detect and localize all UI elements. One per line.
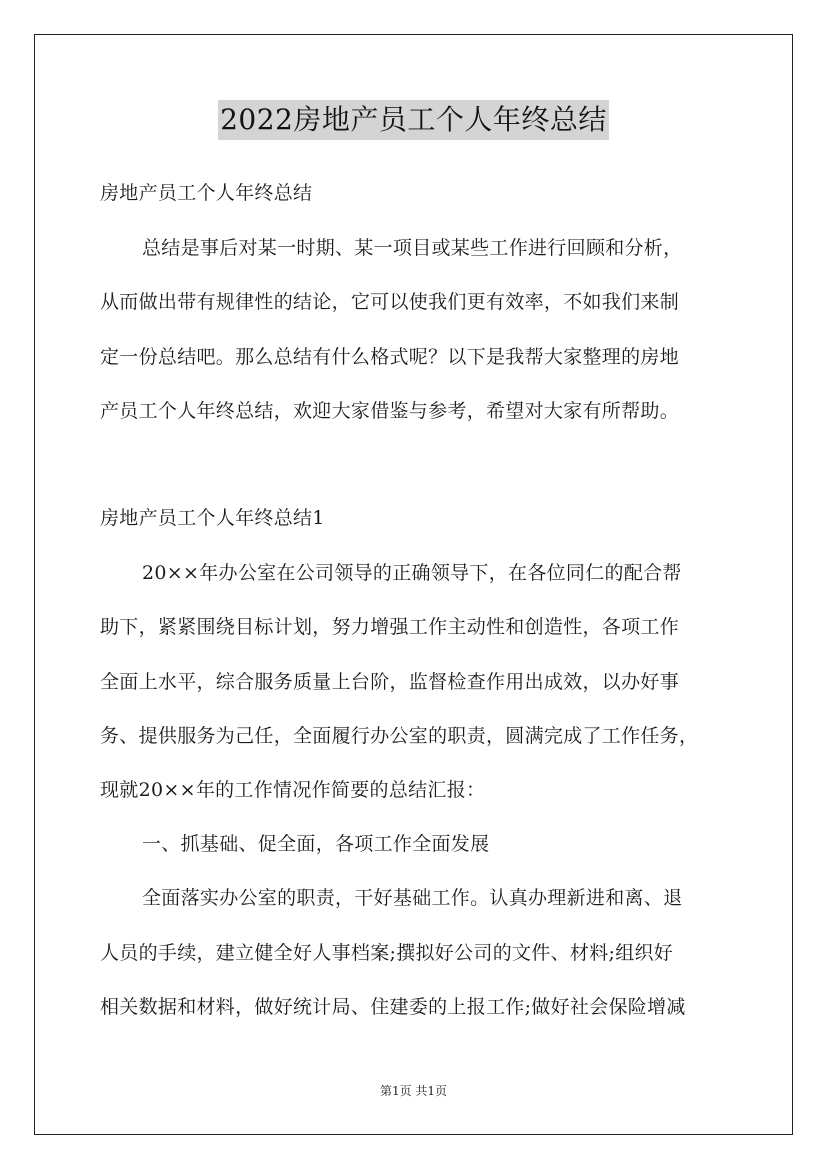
intro-line-3: 定一份总结吧。那么总结有什么格式呢？以下是我帮大家整理的房地 xyxy=(100,346,680,368)
intro-line-1: 总结是事后对某一时期、某一项目或某些工作进行回顾和分析， xyxy=(142,237,683,259)
document-title: 2022房地产员工个人年终总结 xyxy=(218,100,609,140)
point-para-line-3: 相关数据和材料，做好统计局、住建委的上报工作;做好社会保险增减 xyxy=(100,996,686,1018)
section-para-line-4: 务、提供服务为己任，全面履行办公室的职责，圆满完成了工作任务， xyxy=(100,725,699,747)
section-para-line-1: 20××年办公室在公司领导的正确领导下，在各位同仁的配合帮 xyxy=(142,562,682,584)
point-para-line-2: 人员的手续，建立健全好人事档案;撰拟好公司的文件、材料;组织好 xyxy=(100,942,674,964)
section-para-line-3: 全面上水平，综合服务质量上台阶，监督检查作用出成效，以办好事 xyxy=(100,671,680,693)
intro-line-4: 产员工个人年终总结，欢迎大家借鉴与参考，希望对大家有所帮助。 xyxy=(100,400,680,422)
point-para-line-1: 全面落实办公室的职责，干好基础工作。认真办理新进和离、退 xyxy=(142,887,683,909)
intro-line-2: 从而做出带有规律性的结论，它可以使我们更有效率，不如我们来制 xyxy=(100,291,680,313)
section-para-line-5: 现就20××年的工作情况作简要的总结汇报： xyxy=(100,779,486,801)
point-heading: 一、抓基础、促全面，各项工作全面发展 xyxy=(142,833,490,855)
section-heading: 房地产员工个人年终总结1 xyxy=(100,507,325,529)
page-footer: 第1页 共1页 xyxy=(379,1084,448,1098)
title-container xyxy=(0,100,827,140)
section-para-line-2: 助下，紧紧围绕目标计划，努力增强工作主动性和创造性，各项工作 xyxy=(100,616,680,638)
subtitle: 房地产员工个人年终总结 xyxy=(100,182,313,204)
